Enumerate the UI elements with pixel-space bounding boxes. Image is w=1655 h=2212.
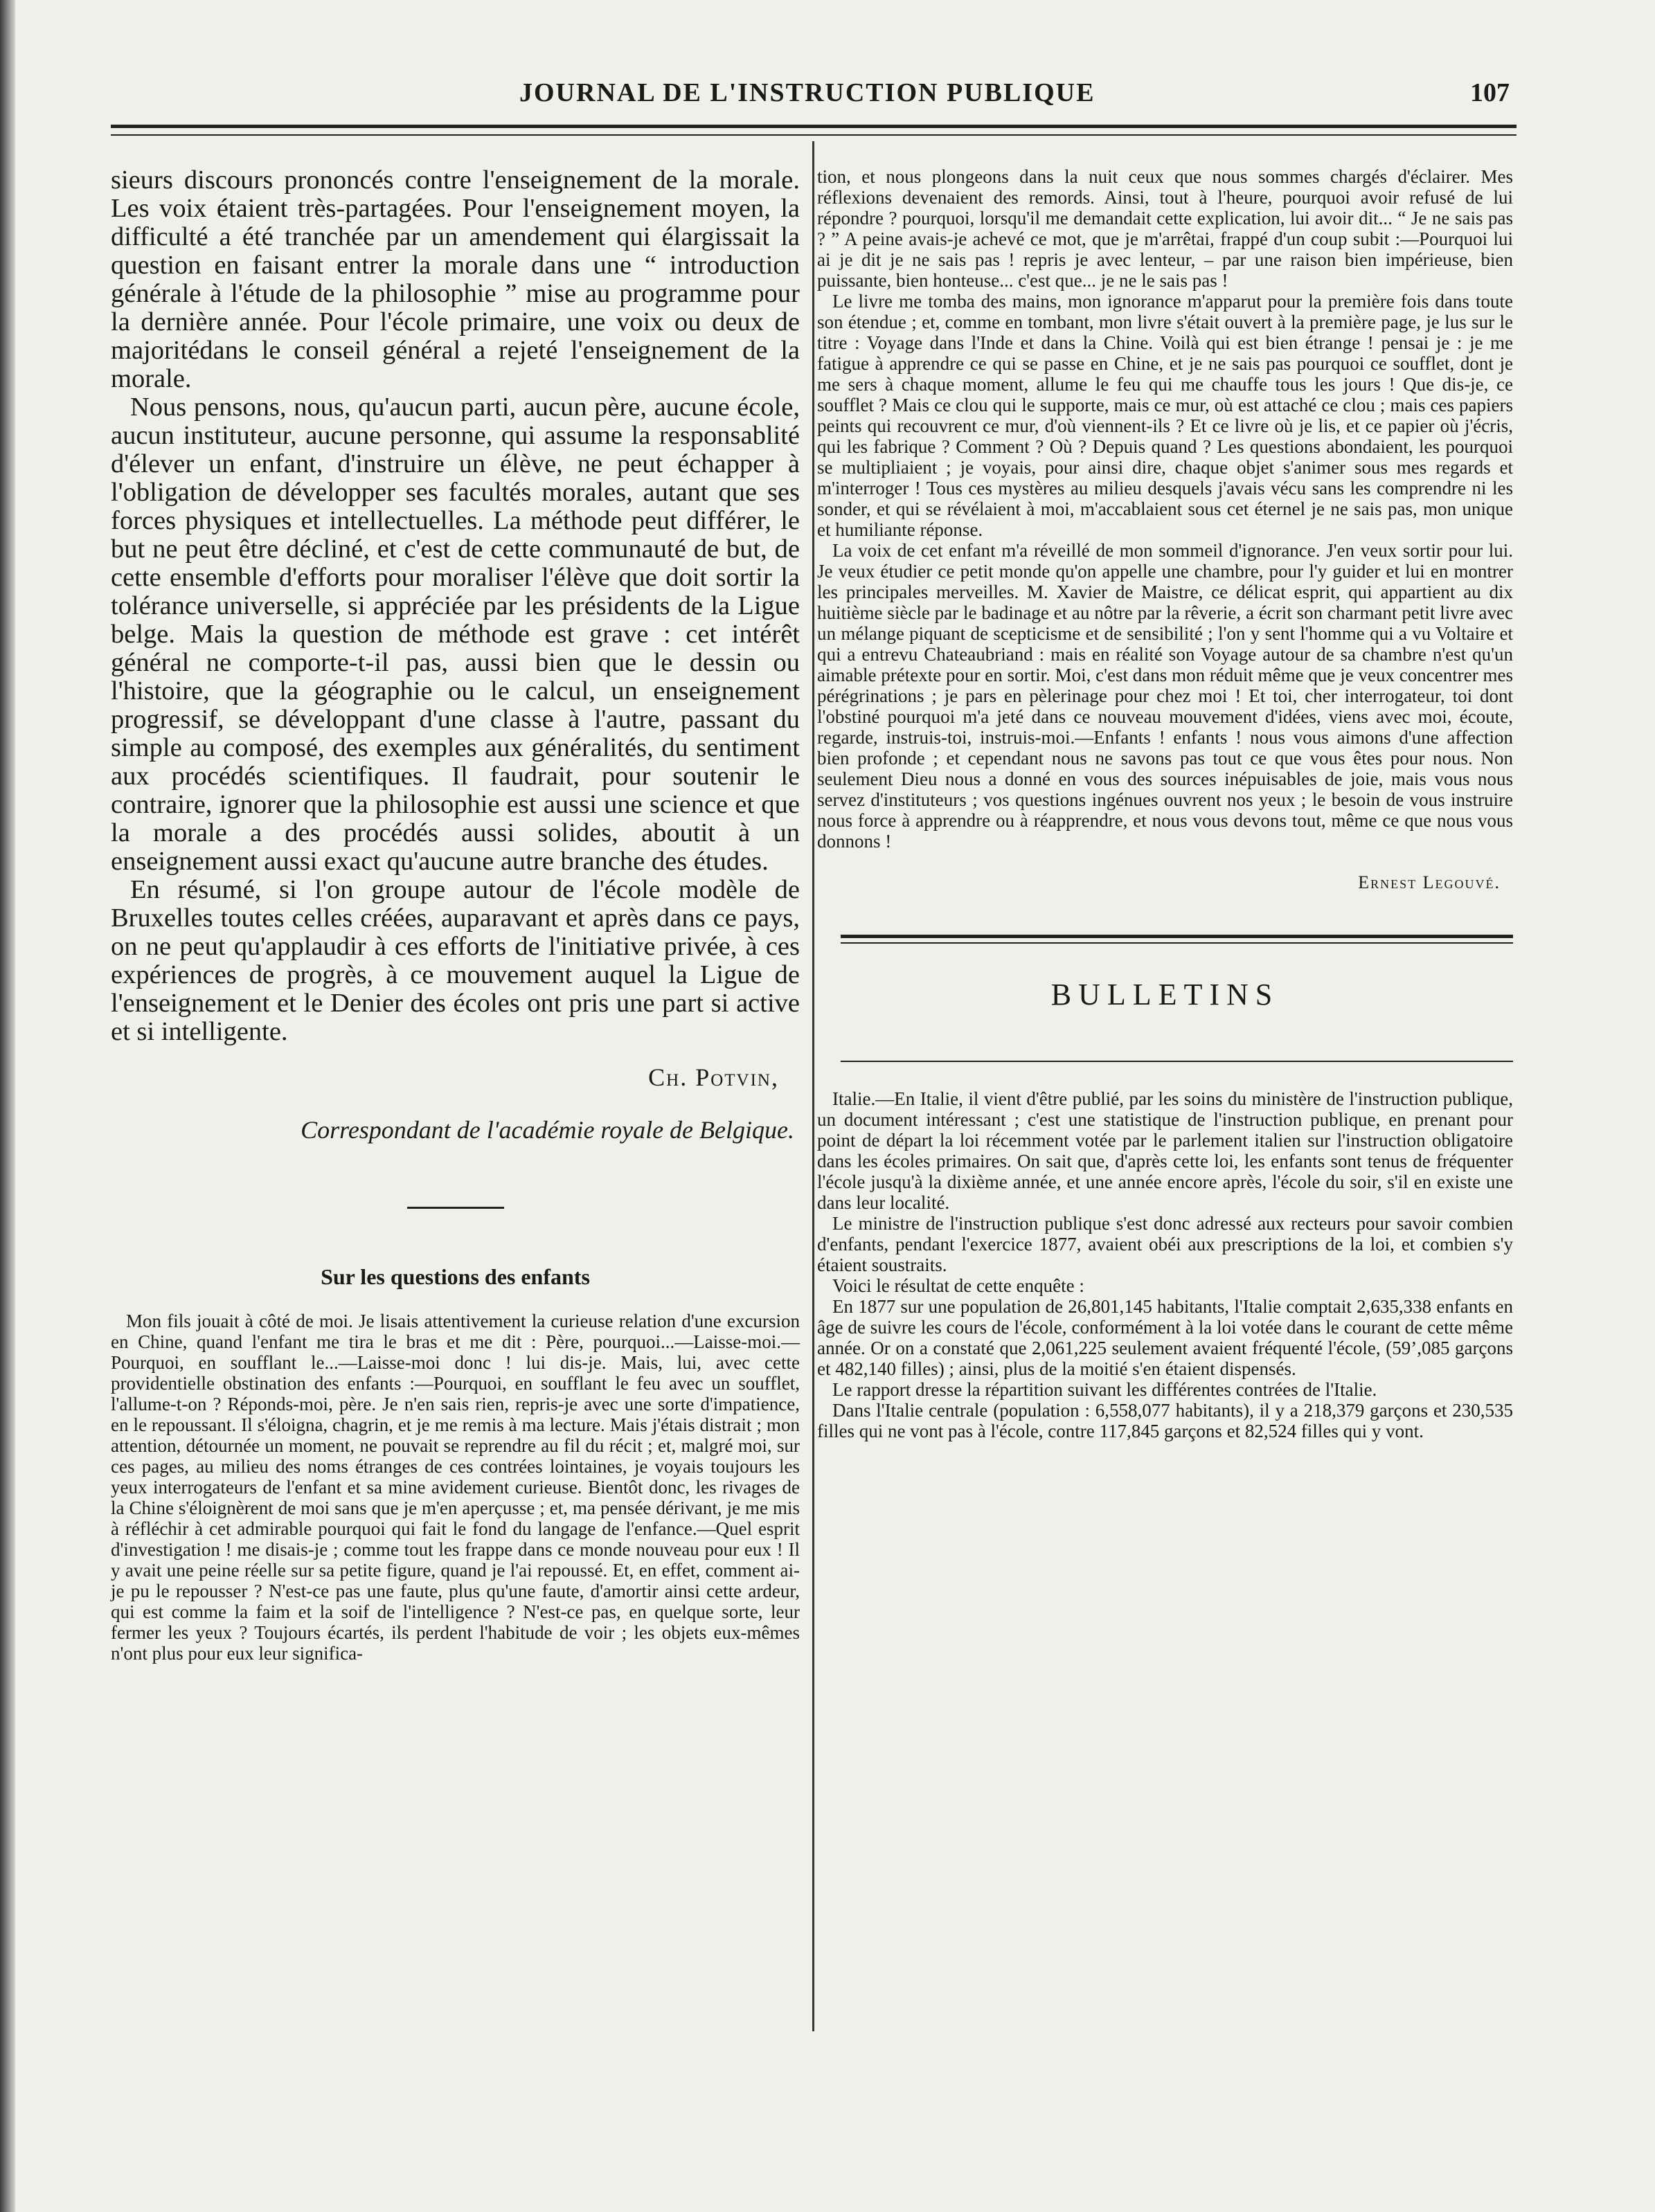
header-rule-thick: [111, 125, 1517, 128]
paragraph: En 1877 sur une population de 26,801,145 habitants, l'Italie comptait 2,635,338 enfants en âge de suivre les cours de l'école, conformément à la loi votée dans le courant de cette même année. Or on a constaté que 2,061,225 seulement avaient fréquenté l'école, (59’,085 garçons et 482,140 filles) ; ainsi, plus de la moitié s'en étaient dispensés.: [817, 1296, 1513, 1379]
author-title: Correspondant de l'académie royale de Belgique.: [301, 1116, 794, 1144]
bulletins-heading: BULLETINS: [1050, 978, 1280, 1011]
paragraph: Italie.—En Italie, il vient d'être publié, par les soins du ministère de l'instruction publique, un document intéressant ; c'est une statistique de l'instruction publique, en prenant pour point de départ la loi récemment votée par le parlement italien sur l'instruction obligatoire dans les écoles primaires. On sait que, d'après cette loi, les enfants sont tenus de fréquenter l'école jusqu'à la dixième année, et une année encore après, l'école du soir, s'il en existe une dans leur localité.: [817, 1088, 1513, 1213]
paragraph: La voix de cet enfant m'a réveillé de mon sommeil d'ignorance. J'en veux sortir pour lui. Je veux étudier ce petit monde qu'on appelle une chambre, pour l'y guider et lui en montrer les principales merveilles. M. Xavier de Maistre, ce délicat esprit, qui appartient au dix huitième siècle par le badinage et au nôtre par la rêverie, a écrit son charmant petit livre avec un mélange piquant de scepticisme et de sensibilité ; l'on y sent l'homme qui a vu Voltaire et qui a entrevu Chateaubriand : mais en réalité son Voyage autour de sa chambre n'est qu'un aimable prétexte pour en sortir. Moi, c'est dans mon réduit même que je veux concentrer mes pérégrinations ; je pars en pèlerinage pour chez moi ! Et toi, cher interrogateur, toi dont l'obstiné pourquoi m'a jeté dans ce nouveau mouvement d'idées, viens avec moi, écoute, regarde, instruis-toi, instruis-moi.—Enfants ! enfants ! nous vous aimons d'une affection bien profonde ; et cependant nous ne savons pas tout ce que vous êtes pour nous. Non seulement Dieu nous a donné en vous des sources inépuisables de joie, mais vous nous servez d'instituteurs ; vos questions ingénues ouvrent nos yeux ; le besoin de vous instruire nous force à apprendre ou à réapprendre, et nous vous devons tout, même ce que nous vous donnons !: [817, 540, 1513, 852]
paragraph: Le livre me tomba des mains, mon ignorance m'apparut pour la première fois dans toute son étendue ; et, comme en tombant, mon livre s'était ouvert à la première page, je lus sur le titre : Voyage dans l'Inde et dans la Chine. Voilà qui est bien étrange ! pensai je : je me fatigue à apprendre ce qui se passe en Chine, et je ne sais pas pourquoi ce soufflet, dont je me sers à chaque moment, allume le feu qui me chauffe tous les jours ! Que dis-je, ce soufflet ? Mais ce clou qui le supporte, mais ce mur, où est attaché ce clou ; mais ces papiers peints qui recouvrent ce mur, d'où viennent-ils ? Et ce livre où je lis, et ce papier où j'écris, qui les fabrique ? Comment ? Où ? Depuis quand ? Les questions abondaient, les pourquoi se multipliaient ; je voyais, pour ainsi dire, chaque objet s'animer sous mes regards et m'interroger ! Tous ces mystères au milieu desquels j'avais vécu sans les comprendre ni les sonder, et qui se révélaient à moi, m'accablaient sous cet éternel je ne sais pas, mon unique et humiliante réponse.: [817, 291, 1513, 540]
section-separator: [407, 1207, 504, 1209]
paragraph: Mon fils jouait à côté de moi. Je lisais attentivement la curieuse relation d'une excursion en Chine, quand l'enfant me tira le bras et me dit : Père, pourquoi...—Laisse-moi.—Pourquoi, en soufflant le...—Laisse-moi donc ! lui dis-je. Mais, lui, avec cette providentielle obstination des enfants :—Pourquoi, en soufflant le feu avec un soufflet, l'allume-t-on ? Réponds-moi, père. Je n'en sais rien, repris-je avec une sorte d'impatience, en le repoussant. Il s'éloigna, chagrin, et je me remis à ma lecture. Mais j'étais distrait ; mon attention, détournée un moment, ne pouvait se reprendre au fil du récit ; et, malgré moi, sur ces pages, au milieu des noms étranges de ces contrées lointaines, je voyais toujours les yeux interrogateurs de l'enfant et sa mine avidement curieuse. Bientôt donc, les rivages de la Chine s'éloignèrent de moi sans que je m'en aperçusse ; et, ma pensée dérivant, je me mis à réfléchir à cet admirable pourquoi qui fait le fond du langage de l'enfance.—Quel esprit d'investigation ! me disais-je ; comme tout les frappe dans ce monde nouveau pour eux ! Il y avait une peine réelle sur sa petite figure, quand je l'ai repoussé. Et, en effet, comment ai-je pu le repousser ? N'est-ce pas une faute, plus qu'une faute, d'amortir ainsi cette ardeur, qui est comme la faim et la soif de l'intelligence ? N'est-ce pas, en quelque sorte, leur fermer les yeux ? Toujours écartés, ils perdent l'habitude de voir ; les objets eux-mêmes n'ont plus pour eux leur significa-: [111, 1311, 800, 1664]
paragraph: sieurs discours prononcés contre l'enseignement de la morale. Les voix étaient très-partagées. Pour l'enseignement moyen, la difficulté a été tranchée par un amendement qui élargissait la question en faisant entrer la morale dans une “ introduction générale à l'étude de la philosophie ” mise au programme pour la dernière année. Pour l'école primaire, une voix ou deux de majoritédans le conseil général a rejeté l'enseignement de la morale.: [111, 165, 800, 393]
scan-edge: [0, 0, 15, 2212]
header-rule-thin: [111, 134, 1517, 136]
left-column: [111, 166, 800, 1664]
author-signature: Ch. Potvin,: [648, 1063, 779, 1091]
column-divider: [812, 141, 814, 2031]
paragraph: Voici le résultat de cette enquête :: [832, 1275, 1084, 1296]
paragraph: Dans l'Italie centrale (population : 6,558,077 habitants), il y a 218,379 garçons et 230,535 filles qui ne vont pas à l'école, contre 117,845 garçons et 82,524 filles qui y vont.: [817, 1400, 1513, 1441]
paragraph: Nous pensons, nous, qu'aucun parti, aucun père, aucune école, aucun instituteur, aucune personne, qui assume la responsablité d'élever un enfant, d'instruire un élève, ne peut échapper à l'obligation de développer ses facultés morales, autant que ses forces physiques et intellectuelles. La méthode peut différer, le but ne peut être décliné, et c'est de cette communauté de but, de cette ensemble d'efforts pour moraliser l'élève que doit sortir la tolérance universelle, si appréciée par les présidents de la Ligue belge. Mais la question de méthode est grave : cet intérêt général ne comporte-t-il pas, aussi bien que le dessin ou l'histoire, que la géographie ou le calcul, un enseignement progressif, se développant d'une classe à l'autre, passant du simple au composé, des exemples aux généralités, du sentiment aux procédés scientifiques. Il faudrait, pour soutenir le contraire, ignorer que la philosophie est aussi une science et que la morale a des procédés aussi solides, aboutit à un enseignement aussi exact qu'aucune autre branche des études.: [111, 393, 800, 876]
section-title: Sur les questions des enfants: [321, 1264, 590, 1289]
paragraph: tion, et nous plongeons dans la nuit ceux que nous sommes chargés d'éclairer. Mes réflexions devenaient des remords. Ainsi, tout à l'heure, pourquoi avoir refusé de lui répondre ? pourquoi, lorsqu'il me demandait cette explication, lui avoir dit... “ Je ne sais pas ? ” A peine avais-je achevé ce mot, que je m'arrêtai, frappé d'un coup subit :—Pourquoi lui ai je dit je ne sais pas ! repris je avec lenteur, – par une raison bien impérieuse, bien puissante, bien honteuse... c'est que... je ne le sais pas !: [817, 166, 1513, 291]
author-signature: Ernest Legouvé.: [1358, 872, 1501, 892]
right-column: [817, 166, 1513, 1441]
bulletins-rule-thin: [841, 942, 1513, 944]
paragraph: Le rapport dresse la répartition suivant les différentes contrées de l'Italie.: [832, 1379, 1377, 1400]
bulletins-rule-under: [841, 1061, 1513, 1062]
paragraph: En résumé, si l'on groupe autour de l'école modèle de Bruxelles toutes celles créées, auparavant et après dans ce pays, on ne peut qu'applaudir à ces efforts de l'initiative privée, à ces expériences de progrès, à ce mouvement auquel la Ligue de l'enseignement et le Denier des écoles ont pris une part si active et si intelligente.: [111, 875, 800, 1046]
bulletins-rule-thick: [841, 935, 1513, 938]
page-number: 107: [1470, 78, 1510, 107]
journal-title: JOURNAL DE L'INSTRUCTION PUBLIQUE: [519, 78, 1095, 107]
running-header: [111, 78, 1510, 112]
paragraph: Le ministre de l'instruction publique s'est donc adressé aux recteurs pour savoir combien d'enfants, pendant l'exercice 1877, avaient obéi aux prescriptions de la loi, et combien s'y étaient soustraits.: [817, 1213, 1513, 1275]
